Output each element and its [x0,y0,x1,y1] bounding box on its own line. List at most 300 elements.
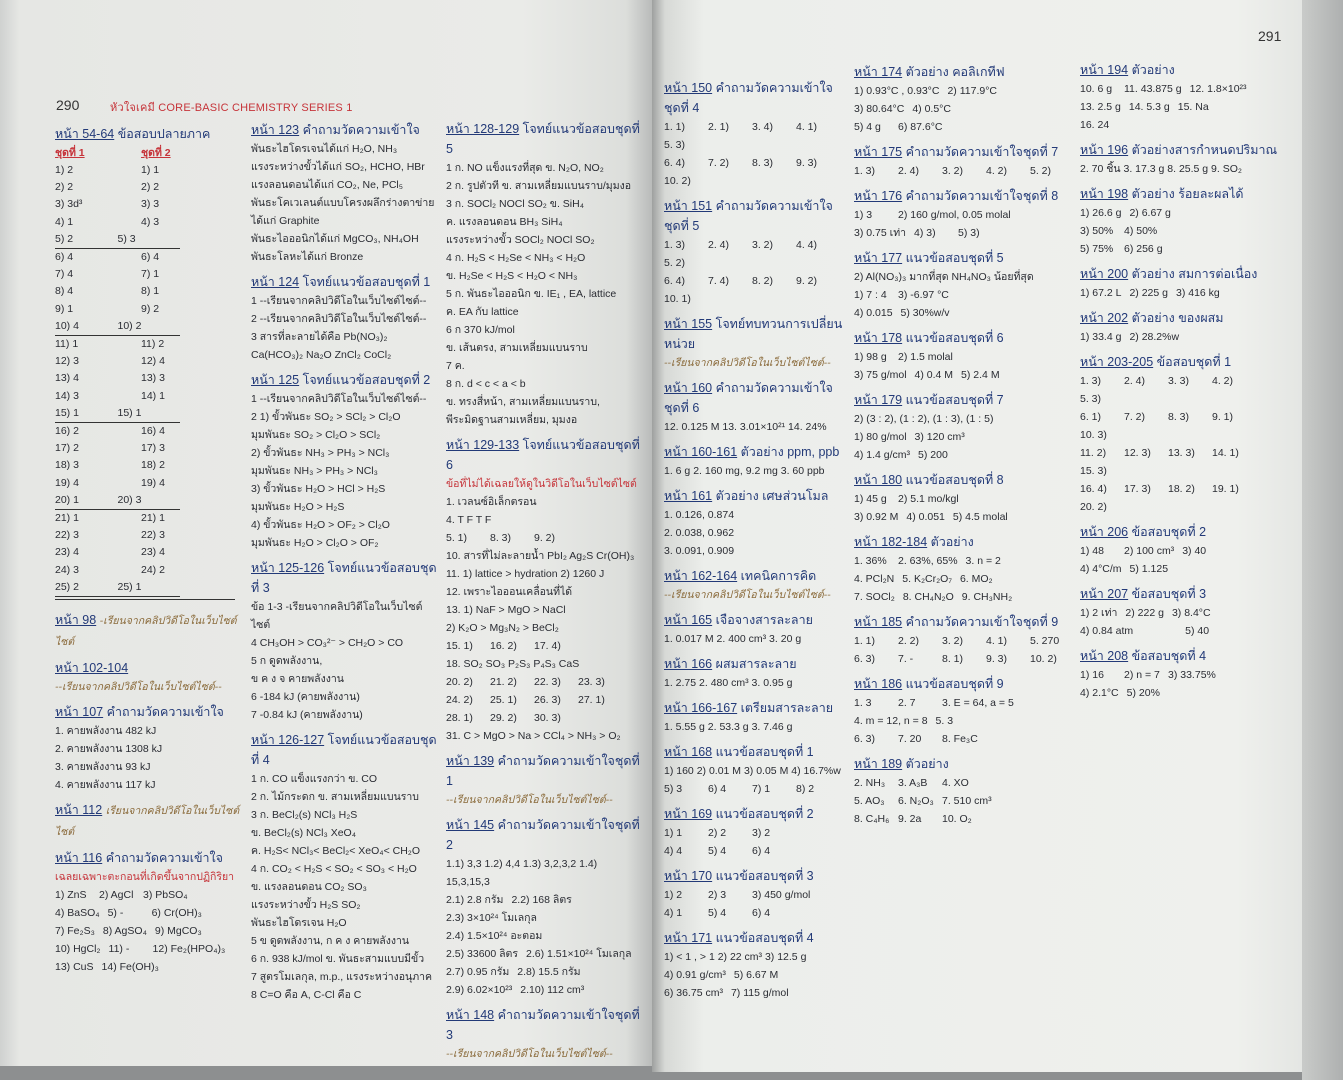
answer-cell: 8. C₄H₆ [854,813,890,825]
answer-section [664,486,846,560]
answer-section [1080,584,1288,640]
answer-section [854,532,1069,606]
section-title: แนวข้อสอบชุดที่ 4 [715,931,814,945]
answer-cell: 5) 200 [918,449,948,461]
answer-line [854,206,1069,224]
answer-cell: 16) 2 [55,425,79,438]
answer-line: พีระมิดฐานสามเหลี่ยม, มุมงอ [446,414,578,426]
section-title: คำถามวัดความเข้าใจ [302,123,420,137]
section-page-ref: หน้า 178 [854,331,903,345]
section-heading [854,390,1069,410]
section-title: โจทย์แนวข้อสอบชุดที่ 1 [302,275,431,289]
answer-column-4 [664,78,846,1008]
section-heading [446,815,640,855]
answer-cell: 8. 2) [752,275,774,287]
answer-cell: 9. 1) [1212,411,1234,423]
answer-cell: 2.5) 33600 ลิตร [446,948,519,960]
answer-cell: 14. 5.3 g [1128,101,1170,113]
answer-cell: 6. 4) [664,157,686,169]
answer-cell: 3) 80.64°C [854,103,905,115]
answer-cell: 4) 1.4 g/cm³ [854,449,911,461]
section-title: ข้อสอบปลายภาค [117,127,211,141]
section-heading [1080,60,1288,80]
answer-section [664,78,846,190]
answer-row [55,196,240,213]
answer-line [854,730,1069,748]
answer-cell: 25) 1 [117,580,142,593]
answer-cell: 7. 2) [708,157,730,169]
answer-line [446,637,640,655]
section-page-ref: หน้า 161 [664,489,713,503]
answer-section [854,142,1069,180]
answer-cell: 4) 0.91 g/cm³ [664,969,726,981]
answer-cell: 2. 4) [898,165,920,177]
section-heading [664,78,846,118]
section-heading [664,378,846,418]
section-title: ตัวอย่าง ppm, ppb [740,445,840,459]
answer-cell: 2) 100 cm³ [1124,545,1175,557]
answer-cell: 2.9) 6.02×10²³ [446,984,513,996]
answer-cell: 5) 30%w/v [900,307,950,319]
section-heading [854,62,1069,82]
answer-cell: 10. O₂ [942,813,972,825]
answer-section [1080,522,1288,578]
section-page-ref: หน้า 182-184 [854,535,928,549]
section-heading [251,730,439,770]
answer-cell: 4) 3 [141,215,160,228]
answer-cell: 4. 2) [986,165,1008,177]
answer-cell: 17. 4) [534,640,561,652]
answer-cell: 3) -6.97 °C [898,289,949,301]
answer-cell: 8. 3) [752,157,774,169]
answer-cell: 2. 4) [1124,375,1146,387]
answer-cell: 9. 3) [986,653,1008,665]
section-title: คำถามวัดความเข้าใจชุดที่ 3 [446,1008,640,1042]
answer-cell: 6) 4 [55,251,74,264]
section-heading [55,610,240,652]
answer-cell: 8. 3) [1168,411,1190,423]
section-title: ตัวอย่าง สมการต่อเนื่อง [1131,267,1258,281]
answer-cell: 3. E = 64, a = 5 [942,697,1014,709]
answer-line: 1) 160 2) 0.01 M 3) 0.05 M 4) 16.7%w [664,765,841,777]
page-number: 291 [1258,28,1282,44]
answer-section [664,196,846,308]
answer-line: 6 ก 370 kJ/mol [446,324,515,336]
answer-cell: 6) 4 [752,845,771,857]
section-title: โจทย์ทบทวนการเปลี่ยนหน่วย [664,317,843,351]
section-title: แนวข้อสอบชุดที่ 9 [905,677,1004,691]
answer-cell: 4) 50% [1124,225,1158,237]
answer-cell: 1) ZnS [55,889,87,902]
answer-cell: 18) 2 [141,459,165,472]
section-heading [664,654,846,674]
answer-cell: 1) 1 [141,164,160,176]
section-heading [446,119,640,159]
section-title: แนวข้อสอบชุดที่ 5 [905,251,1004,265]
section-title: คำถามวัดความเข้าใจชุดที่ 8 [905,189,1059,203]
section-page-ref: หน้า 202 [1080,311,1129,325]
answer-cell: 10) 4 [55,319,79,332]
answer-cell: 4) 0.5°C [912,103,951,115]
answer-cell: 8) AgSO₄ [102,925,147,938]
answer-cell: 12) Fe₂(HPO₄)₃ [152,943,226,956]
section-page-ref: หน้า 112 [55,803,103,818]
answer-cell: 15) 1 [117,406,142,419]
answer-line [446,891,640,909]
answer-line: 2 1) ขั้วพันธะ SO₂ > SCl₂ > Cl₂O [251,411,401,423]
section-page-ref: หน้า 116 [55,851,103,866]
section-page-ref: หน้า 171 [664,931,713,945]
answer-cell: 3) 40 [1182,545,1207,557]
answer-cell: 3) 75 g/mol [854,369,907,381]
section-heading [854,612,1069,632]
answer-cell: 4) 4 [664,845,683,857]
answer-cell: 1) 45 g [854,493,887,505]
answer-line: 4) ขั้วพันธะ H₂O > OF₂ > Cl₂O [251,519,390,531]
answer-row [55,527,240,544]
answer-section [55,610,240,652]
answer-cell: 3. A₃B [898,777,928,789]
answer-line: 12. เพราะไอออนเคลื่อนที่ได้ [446,586,573,598]
answer-section [1080,60,1288,134]
answer-cell: 5) 4 g [854,121,881,133]
section-heading [664,742,846,762]
answer-cell: 3) 120 cm³ [914,431,965,443]
answer-cell: 5. 270 [1030,635,1060,647]
answer-cell: 3) PbSO₄ [143,889,188,902]
answer-line: 2) K₂O > Mg₃N₂ > BeCl₂ [446,622,559,634]
answer-cell: 5) 2.4 M [961,369,1000,381]
answer-cell: 5) 4 [708,907,727,919]
answer-cell: 6) 4 [752,907,771,919]
answer-line: 7 -0.84 kJ (คายพลังงาน) [251,709,363,721]
answer-cell: 2) 6.67 g [1129,207,1171,219]
answer-cell: 19. 1) [1212,483,1239,495]
section-final-exam [55,124,240,600]
section-page-ref: หน้า 125 [251,373,300,387]
answer-cell: 1. 1) [854,635,876,647]
answer-cell: 2) 2 [55,181,74,194]
answer-cell: 25. 1) [490,694,517,706]
answer-cell: 13. 3) [1168,447,1195,459]
section-title: ตัวอย่าง [905,757,949,771]
answer-cell: 5. AO₃ [854,795,885,807]
answer-cell: 12) 4 [141,355,165,368]
section-title: ผสมสารละลาย [715,657,797,671]
set-2-label: ชุดที่ 2 [141,147,171,159]
section-heading [664,566,846,586]
section-title: โจทย์แนวข้อสอบชุดที่ 3 [251,561,437,595]
answer-cell: 30. 3) [534,712,561,724]
answer-line: ข. BeCl₂(s) NCl₃ XeO₄ [251,827,356,839]
section-title: คำถามวัดความเข้าใจชุดที่ 1 [446,754,640,788]
book-title: หัวใจเคมี CORE-BASIC CHEMISTRY SERIES 1 [110,102,353,114]
answer-cell: 2.1) 2.8 กรัม [446,894,504,906]
answer-line [854,650,1069,668]
answer-line: Ca(HCO₃)₂ Na₂O ZnCl₂ CoCl₂ [251,349,392,361]
answer-section [854,62,1069,136]
answer-line [1080,542,1288,560]
answer-cell: 1) 3 [854,209,873,221]
section-title: โจทย์แนวข้อสอบชุดที่ 6 [446,438,640,472]
answer-cell: 4) 0.4 M [914,369,954,381]
answer-cell: 15. 1) [446,640,473,652]
answer-cell: 23. 3) [578,676,605,688]
set-1-label: ชุดที่ 1 [55,147,85,159]
answer-cell: 9) 1 [55,302,74,315]
answer-line: มุมพันธะ SO₂ > Cl₂O > SCl₂ [251,429,381,441]
section-title: คำถามวัดความเข้าใจ [106,705,224,720]
video-note: --เรียนจากคลิปวิดีโอในเว็บไซต์ไซต์-- [446,1048,613,1060]
answer-cell: 21. 2) [490,676,517,688]
answer-line: มุมพันธะ H₂O > Cl₂O > OF₂ [251,537,379,549]
answer-cell: 4. XO [942,777,969,789]
answer-line [854,100,1069,118]
answer-line: 16. 24 [1080,119,1110,131]
section-page-ref: หน้า 98 [55,613,97,628]
answer-section [664,742,846,798]
answer-section [664,928,846,1002]
section-page-ref: หน้า 107 [55,705,104,720]
section-heading [446,751,640,791]
section-page-ref: หน้า 177 [854,251,903,265]
answer-cell: 4) 0.84 atm [1080,625,1134,637]
section-page-ref: หน้า 189 [854,757,903,771]
answer-cell: 2.8) 15.5 กรัม [517,966,581,978]
section-heading [1080,522,1288,542]
answer-line [854,632,1069,650]
answer-row [55,423,240,440]
answer-line: 1. เวลนซ์อิเล็กตรอน [446,496,537,508]
section-page-ref: หน้า 166 [664,657,713,671]
answer-line: 11. 1) lattice > hydration 2) 1260 J [446,568,605,580]
answer-line [664,272,846,308]
answer-cell: 2) 225 g [1129,287,1168,299]
video-note: --เรียนจากคลิปวิดีโอในเว็บไซต์ไซต์-- [55,681,222,694]
answer-cell: 5) 3 [664,783,683,795]
answer-cell: 3. n = 2 [965,555,1001,567]
answer-cell: 1. 3) [854,165,876,177]
answer-cell: 11) 2 [141,338,165,351]
answer-cell: 2.2) 168 ลิตร [511,894,572,906]
section-heading [251,120,439,140]
answer-line [1080,480,1288,516]
answer-row [55,579,180,597]
section-page-ref: หน้า 123 [251,123,300,137]
answer-section [55,658,240,696]
answer-cell: 8) 4 [55,285,74,298]
section-title: ข้อสอบชุดที่ 3 [1131,587,1207,601]
answer-section [1080,184,1288,258]
answer-row [55,162,240,179]
answer-line: ค. EA กับ lattice [446,306,519,318]
section-heading [664,804,846,824]
answer-cell: 7) 4 [55,268,74,281]
answer-cell: 9. 3) [796,157,818,169]
answer-section [251,558,439,724]
section-page-ref: หน้า 176 [854,189,903,203]
answer-cell: 22) 3 [55,529,79,542]
answer-column-5 [854,62,1069,834]
answer-cell: 5. 3 [935,715,954,727]
answer-cell: 15. Na [1177,101,1209,113]
answer-cell: 15. 3) [1080,465,1107,477]
answer-cell: 2) n = 7 [1124,669,1160,681]
section-heading [854,532,1069,552]
answer-cell: 5) 20% [1126,687,1160,699]
section-page-ref: หน้า 124 [251,275,300,289]
answer-cell: 4) 3) [914,227,936,239]
answer-cell: 14) 3 [55,389,79,402]
answer-line: 2) ขั้วพันธะ NH₃ > PH₃ > NCl₃ [251,447,390,459]
answer-cell: 13. 2.5 g [1080,101,1121,113]
section-page-ref: หน้า 198 [1080,187,1129,201]
answer-cell: 9. 2) [796,275,818,287]
answer-line [854,712,1069,730]
answer-cell: 4. 1) [796,121,818,133]
section-page-ref: หน้า 128-129 [446,122,520,136]
answer-line [446,945,640,963]
answer-line: 3) ขั้วพันธะ H₂O > HCl > H₂S [251,483,386,495]
answer-line: 1 --เรียนจากคลิปวิดีโอในเว็บไซต์ไซต์-- [251,393,427,405]
answer-line: 3 สารที่ละลายได้คือ Pb(NO₃)₂ [251,331,388,343]
answer-cell: 2) 2 [708,827,727,839]
answer-cell: 27. 1) [578,694,605,706]
section-title: คำถามวัดความเข้าใจชุดที่ 7 [905,145,1059,159]
answer-cell: 22. 3) [534,676,561,688]
answer-line [1080,560,1288,578]
answer-cell: 1) 98 g [854,351,887,363]
answer-line [1080,98,1288,116]
answer-cell: 2.3) 3×10²⁴ โมเลกุล [446,912,537,924]
answer-line: พันธะโคเวเลนต์แบบโครงผลึกร่างตาข่าย [251,197,435,209]
answer-row [55,475,240,492]
section-page-ref: หน้า 129-133 [446,438,520,452]
answer-cell: 26. 3) [534,694,561,706]
answer-cell: 3. 2) [752,239,774,251]
answer-cell: 12. 1.8×10²³ [1189,83,1247,95]
section-page-ref: หน้า 166-167 [664,701,738,715]
answer-line [1080,622,1288,640]
page-number: 290 [56,97,80,113]
answer-row [55,492,180,510]
answer-cell: 5. 3) [1080,393,1102,405]
answer-line: 18. SO₂ SO₃ P₂S₃ P₄S₃ CaS [446,658,580,670]
answer-section [664,866,846,922]
answer-line: 7 สูตรโมเลกุล, m.p., แรงระหว่างอนุภาค [251,971,433,983]
answer-cell: 10. 3) [1080,429,1107,441]
section-heading [854,142,1069,162]
answer-column-1 [55,124,240,982]
answer-cell: 5) 6.67 M [733,969,779,981]
answer-line: ข. แรงลอนดอน CO₂ SO₃ [251,881,367,893]
answer-cell: 14. 1) [1212,447,1239,459]
answer-cell: 6) 36.75 cm³ [664,987,723,999]
answer-section [251,370,439,552]
section-heading [664,314,846,354]
section-heading [1080,308,1288,328]
answer-section [664,442,846,480]
answer-line: 3. 0.091, 0.909 [664,545,735,557]
section-page-ref: หน้า 126-127 [251,733,325,747]
section-title: แนวข้อสอบชุดที่ 2 [715,807,814,821]
answer-cell: 7) 1 [141,268,160,281]
answer-cell: 3. 3) [1168,375,1190,387]
answer-cell: 3) 0.75 เท่า [854,227,907,239]
section-title: ข้อสอบชุดที่ 2 [1131,525,1207,539]
answer-cell: 6. 4) [664,275,686,287]
section-heading [1080,184,1288,204]
answer-row [55,318,180,336]
answer-cell: 5) 75% [1080,243,1114,255]
answer-cell: 1. 3) [664,239,686,251]
section-title: ตัวอย่าง [1131,63,1175,77]
section-page-ref: หน้า 194 [1080,63,1129,77]
answer-cell: 2.4) 1.5×10²⁴ อะตอม [446,930,543,942]
section-page-ref: หน้า 208 [1080,649,1129,663]
answer-row [55,562,240,579]
answer-cell: 5. K₂Cr₂O₇ [902,573,952,585]
answer-line [664,966,846,984]
answer-line [55,940,240,958]
section-page-ref: หน้า 170 [664,869,713,883]
answer-cell: 8. 3) [490,532,512,544]
answer-cell: 5) 4 [708,845,727,857]
answer-cell: 20. 2) [446,676,473,688]
answer-line: 3 ก. SOCl₂ NOCl SO₂ ข. SiH₄ [446,198,584,210]
section-title: ตัวอย่าง เศษส่วนโมล [715,489,829,503]
answer-cell: 2. 63%, 65% [898,555,958,567]
section-page-ref: หน้า 186 [854,677,903,691]
answer-line [664,842,846,860]
answer-cell: 2) 3 [708,889,727,901]
section-heading [854,674,1069,694]
answer-line: 12. 0.125 M 13. 3.01×10²¹ 14. 24% [664,421,827,433]
answer-line: 2. 70 ชิ้น 3. 17.3 g 8. 25.5 g 9. SO₂ [1080,163,1242,175]
answer-cell: 6) 87.6°C [898,121,943,133]
answer-cell: 3) 450 g/mol [752,889,811,901]
answer-cell: 11) - [108,943,130,956]
answer-line: ข ค ง จ คายพลังงาน [251,673,344,685]
answer-cell: 22) 3 [141,529,165,542]
section-page-ref: หน้า 145 [446,818,495,832]
answer-cell: 24) 3 [55,563,79,576]
answer-line [55,922,240,940]
section-page-ref: หน้า 185 [854,615,903,629]
section-page-ref: หน้า 180 [854,473,903,487]
answer-line: 1.1) 3,3 1.2) 4,4 1.3) 3,2,3,2 1.4) 15,3,15,3 [446,858,598,888]
section-page-ref: หน้า 162-164 [664,569,738,583]
answer-section [664,314,846,372]
answer-line: 10. สารที่ไม่ละลายน้ำ PbI₂ Ag₂S Cr(OH)₃ [446,550,635,562]
answer-cell: 8. CH₄N₂O [902,591,954,603]
answer-cell: 6. N₂O₃ [898,795,934,807]
answer-cell: 4. PCl₂N [854,573,895,585]
answer-line: 1 ก. CO แข็งแรงกว่า ข. CO [251,773,378,785]
answer-cell: 1) 2 [55,164,74,176]
section-heading [854,328,1069,348]
answer-line: 7 ค. [446,360,465,372]
answer-cell: 13) CuS [55,961,94,974]
section-title: โจทย์แนวข้อสอบชุดที่ 4 [251,733,437,767]
answer-cell: 1. 3) [1080,375,1102,387]
answer-cell: 1) 80 g/mol [854,431,907,443]
section-heading [55,848,240,868]
answer-line [854,570,1069,588]
answer-cell: 21) 1 [141,512,165,525]
answer-line [1080,604,1288,622]
answer-cell: 2) 5.1 mo/kgl [898,493,959,505]
